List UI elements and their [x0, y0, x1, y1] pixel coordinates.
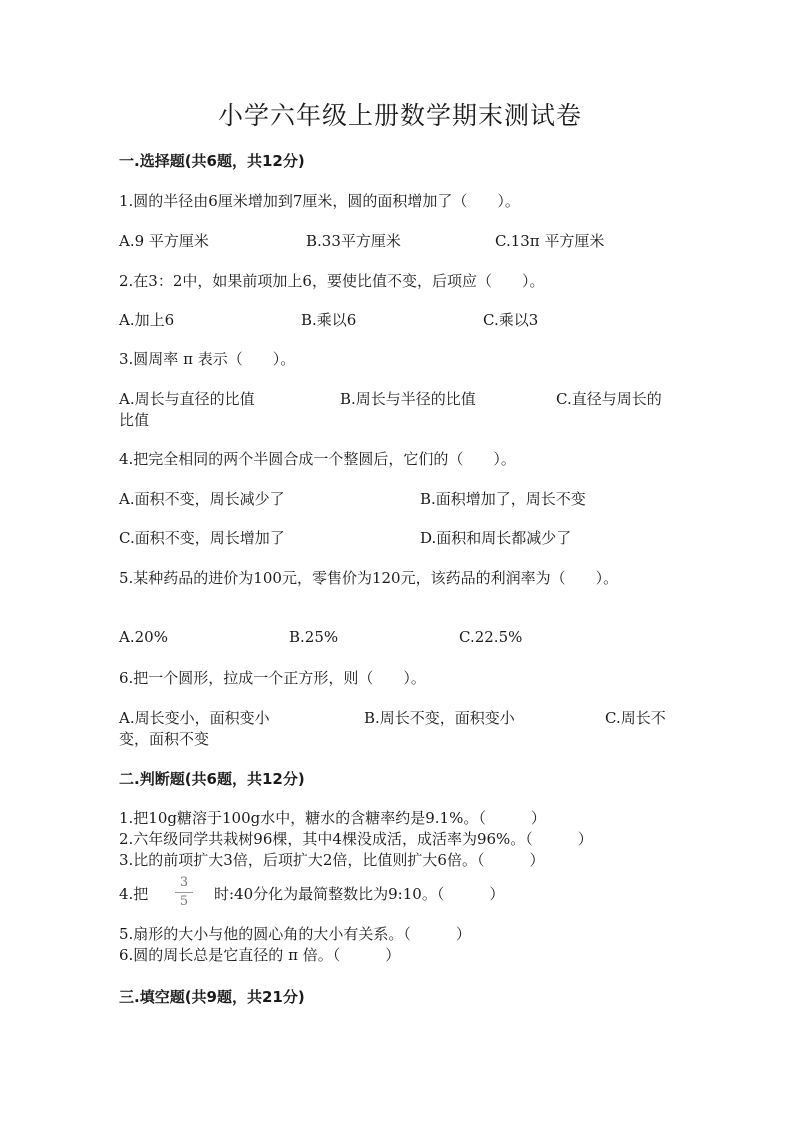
question-2: 2.在3：2中，如果前项加上6，要使比值不变，后项应（ ）。	[119, 272, 545, 290]
option-6a: A.周长变小，面积变小	[119, 709, 270, 727]
option-4d: D.面积和周长都减少了	[420, 529, 572, 547]
option-4b: B.面积增加了，周长不变	[420, 490, 586, 508]
option-5a: A.20%	[119, 628, 168, 646]
judge-item-5: 5.扇形的大小与他的圆心角的大小有关系。（ ）	[119, 925, 471, 943]
judge-item-6: 6.圆的周长总是它直径的 π 倍。（ ）	[119, 946, 401, 964]
option-2c: C.乘以3	[483, 311, 539, 329]
option-4a: A.面积不变，周长减少了	[119, 490, 285, 508]
judge-item-2: 2.六年级同学共栽树96棵，其中4棵没成活，成活率为96%。（ ）	[119, 830, 593, 848]
option-2a: A.加上6	[119, 311, 175, 329]
option-1c: C.13π 平方厘米	[495, 232, 605, 250]
section-heading-judge: 二.判断题(共6题，共12分)	[119, 770, 305, 788]
option-4c: C.面积不变，周长增加了	[119, 529, 285, 547]
option-3c-wrap: 比值	[119, 411, 150, 429]
option-6b: B.周长不变，面积变小	[364, 709, 515, 727]
option-3b: B.周长与半径的比值	[340, 390, 476, 408]
question-1: 1.圆的半径由6厘米增加到7厘米，圆的面积增加了（ ）。	[119, 192, 520, 210]
option-3a: A.周长与直径的比值	[119, 390, 255, 408]
option-5c: C.22.5%	[459, 628, 523, 646]
judge-item-1: 1.把10g糖溶于100g水中，糖水的含糖率约是9.1%。（ ）	[119, 809, 546, 827]
fraction-three-fifths	[173, 876, 195, 909]
fraction-bar	[175, 892, 193, 893]
question-5: 5.某种药品的进价为100元，零售价为120元，该药品的利润率为（ ）。	[119, 569, 619, 587]
question-3: 3.圆周率 π 表示（ ）。	[119, 350, 296, 368]
fraction-numerator: 3	[179, 875, 189, 890]
option-1b: B.33平方厘米	[306, 232, 401, 250]
option-6c: C.周长不	[605, 709, 666, 727]
option-2b: B.乘以6	[301, 311, 357, 329]
section-heading-choice: 一.选择题(共6题，共12分)	[119, 152, 305, 170]
judge-item-4-prefix: 4.把	[119, 885, 149, 903]
page-title: 小学六年级上册数学期末测试卷	[217, 101, 582, 130]
option-6c-wrap: 变，面积不变	[119, 730, 210, 748]
question-4: 4.把完全相同的两个半圆合成一个整圆后，它们的（ ）。	[119, 450, 516, 468]
question-6: 6.把一个圆形，拉成一个正方形，则（ ）。	[119, 669, 426, 687]
section-heading-fill: 三.填空题(共9题，共21分)	[119, 988, 305, 1006]
option-1a: A.9 平方厘米	[119, 232, 209, 250]
judge-item-4: 时:40分化为最简整数比为9:10。（ ）	[214, 885, 505, 903]
judge-item-3: 3.比的前项扩大3倍，后项扩大2倍，比值则扩大6倍。（ ）	[119, 851, 545, 869]
fraction-denominator: 5	[179, 894, 189, 909]
option-5b: B.25%	[289, 628, 339, 646]
option-3c: C.直径与周长的	[556, 390, 662, 408]
